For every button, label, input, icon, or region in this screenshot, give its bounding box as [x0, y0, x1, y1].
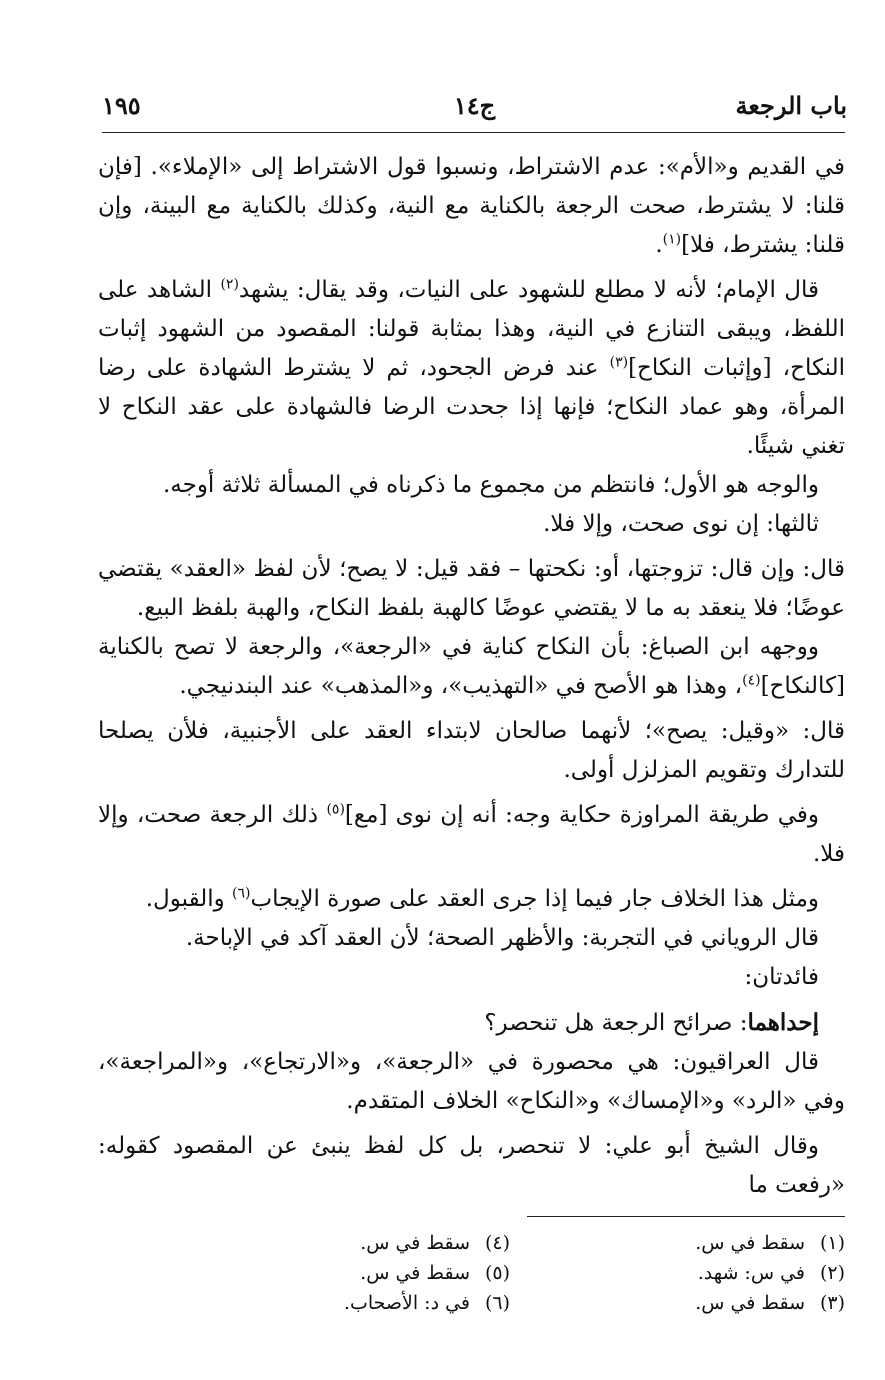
paragraph-3: والوجه هو الأول؛ فانتظم من مجموع ما ذكرناه في المسألة ثلاثة أوجه.: [162, 472, 819, 498]
paragraph-14: وقال الشيخ أبو علي: لا تنحصر، بل كل لفظ ينبئ عن المقصود كقوله: «رفعت ما: [98, 1133, 845, 1198]
paragraph-4: ثالثها: إن نوى صحت، وإلا فلا.: [543, 511, 819, 537]
chapter-title: باب الرجعة: [735, 91, 847, 120]
footnote-5: (٥)سقط في س.: [360, 1262, 510, 1284]
paragraph-6: ووجهه ابن الصباغ: بأن النكاح كناية في «الرجعة»، والرجعة لا تصح بالكناية [كالنكاح]$^{(٤)}$، وهذا هو الأصح في «التهذيب»، و«المذهب» عند البندنيجي.: [98, 634, 845, 699]
volume-label: ج١٤: [453, 91, 496, 120]
paragraph-12: إحداهما: صرائح الرجعة هل تنحصر؟: [484, 1009, 819, 1036]
paragraph-9: ومثل هذا الخلاف جار فيما إذا جرى العقد على صورة الإيجاب$^{(٦)}$ والقبول.: [145, 885, 819, 912]
footnote-1: (١)سقط في س.: [695, 1232, 845, 1254]
paragraph-8: وفي طريقة المراوزة حكاية وجه: أنه إن نوى [مع]$^{(٥)}$ ذلك الرجعة صحت، وإلا فلا.: [98, 801, 845, 867]
paragraph-7: قال: «وقيل: يصح»؛ لأنهما صالحان لابتداء العقد على الأجنبية، فلأن يصلحا للتدارك وتقويم المزلزل أولى.: [98, 718, 845, 783]
footnote-marker: (١): [662, 231, 682, 248]
paragraph-1: في القديم و«الأم»: عدم الاشتراط، ونسبوا قول الاشتراط إلى «الإملاء». [فإن قلنا: لا يشترط، صحت الرجعة بالكناية مع النية، وكذلك بالكناية مع البينة، وإن قلنا: يشترط، فلا]$^{(١)}$.: [98, 154, 845, 258]
footnote-marker: (٦): [232, 885, 251, 902]
page-number: ١٩٥: [102, 91, 141, 120]
footnote-marker: (٥): [326, 801, 345, 818]
running-header: [102, 86, 847, 126]
footnote-column-left: [260, 1228, 510, 1318]
footnote-6: (٦)في د: الأصحاب.: [343, 1292, 510, 1314]
paragraph-11: فائدتان:: [744, 964, 819, 990]
footnote-marker: (٣): [609, 354, 629, 371]
main-text: [98, 148, 845, 1205]
paragraph-13: قال العراقيون: هي محصورة في «الرجعة»، و«الارتجاع»، و«المراجعة»، وفي «الرد» و«الإمساك» و«النكاح» الخلاف المتقدم.: [98, 1049, 845, 1114]
footnote-2: (٢)في س: شهد.: [697, 1262, 845, 1284]
paragraph-10: قال الروياني في التجربة: والأظهر الصحة؛ لأن العقد آكد في الإباحة.: [185, 925, 819, 951]
header-divider: [102, 132, 845, 133]
footnote-4: (٤)سقط في س.: [360, 1232, 510, 1254]
footnote-marker: (٤): [742, 672, 761, 689]
footnote-divider: [527, 1216, 845, 1217]
heading-label: إحداهما: [747, 1009, 819, 1036]
footnote-column-right: [595, 1228, 845, 1318]
paragraph-5: قال: وإن قال: تزوجتها، أو: نكحتها – فقد قيل: لا يصح؛ لأن لفظ «العقد» يقتضي عوضًا؛ فلا ينعقد به ما لا يقتضي عوضًا كالهبة بلفظ النكاح، والهبة بلفظ البيع.: [98, 556, 845, 621]
footnote-marker: (٢): [220, 276, 239, 293]
footnote-3: (٣)سقط في س.: [695, 1292, 845, 1314]
paragraph-2: قال الإمام؛ لأنه لا مطلع للشهود على النيات، وقد يقال: يشهد$^{(٢)}$ الشاهد على اللفظ، ويبقى التنازع في النية، وهذا بمثابة قولنا: المقصود من الشهود إثبات النكاح، [وإثبات النكاح]$^{(٣)}$ عند فرض الجحود، ثم لا يشترط الشهادة على رضا المرأة، وهو عماد النكاح؛ فإنها إذا جحدت الرضا فالشهادة على عقد النكاح لا تغني شيئًا.: [98, 276, 845, 459]
